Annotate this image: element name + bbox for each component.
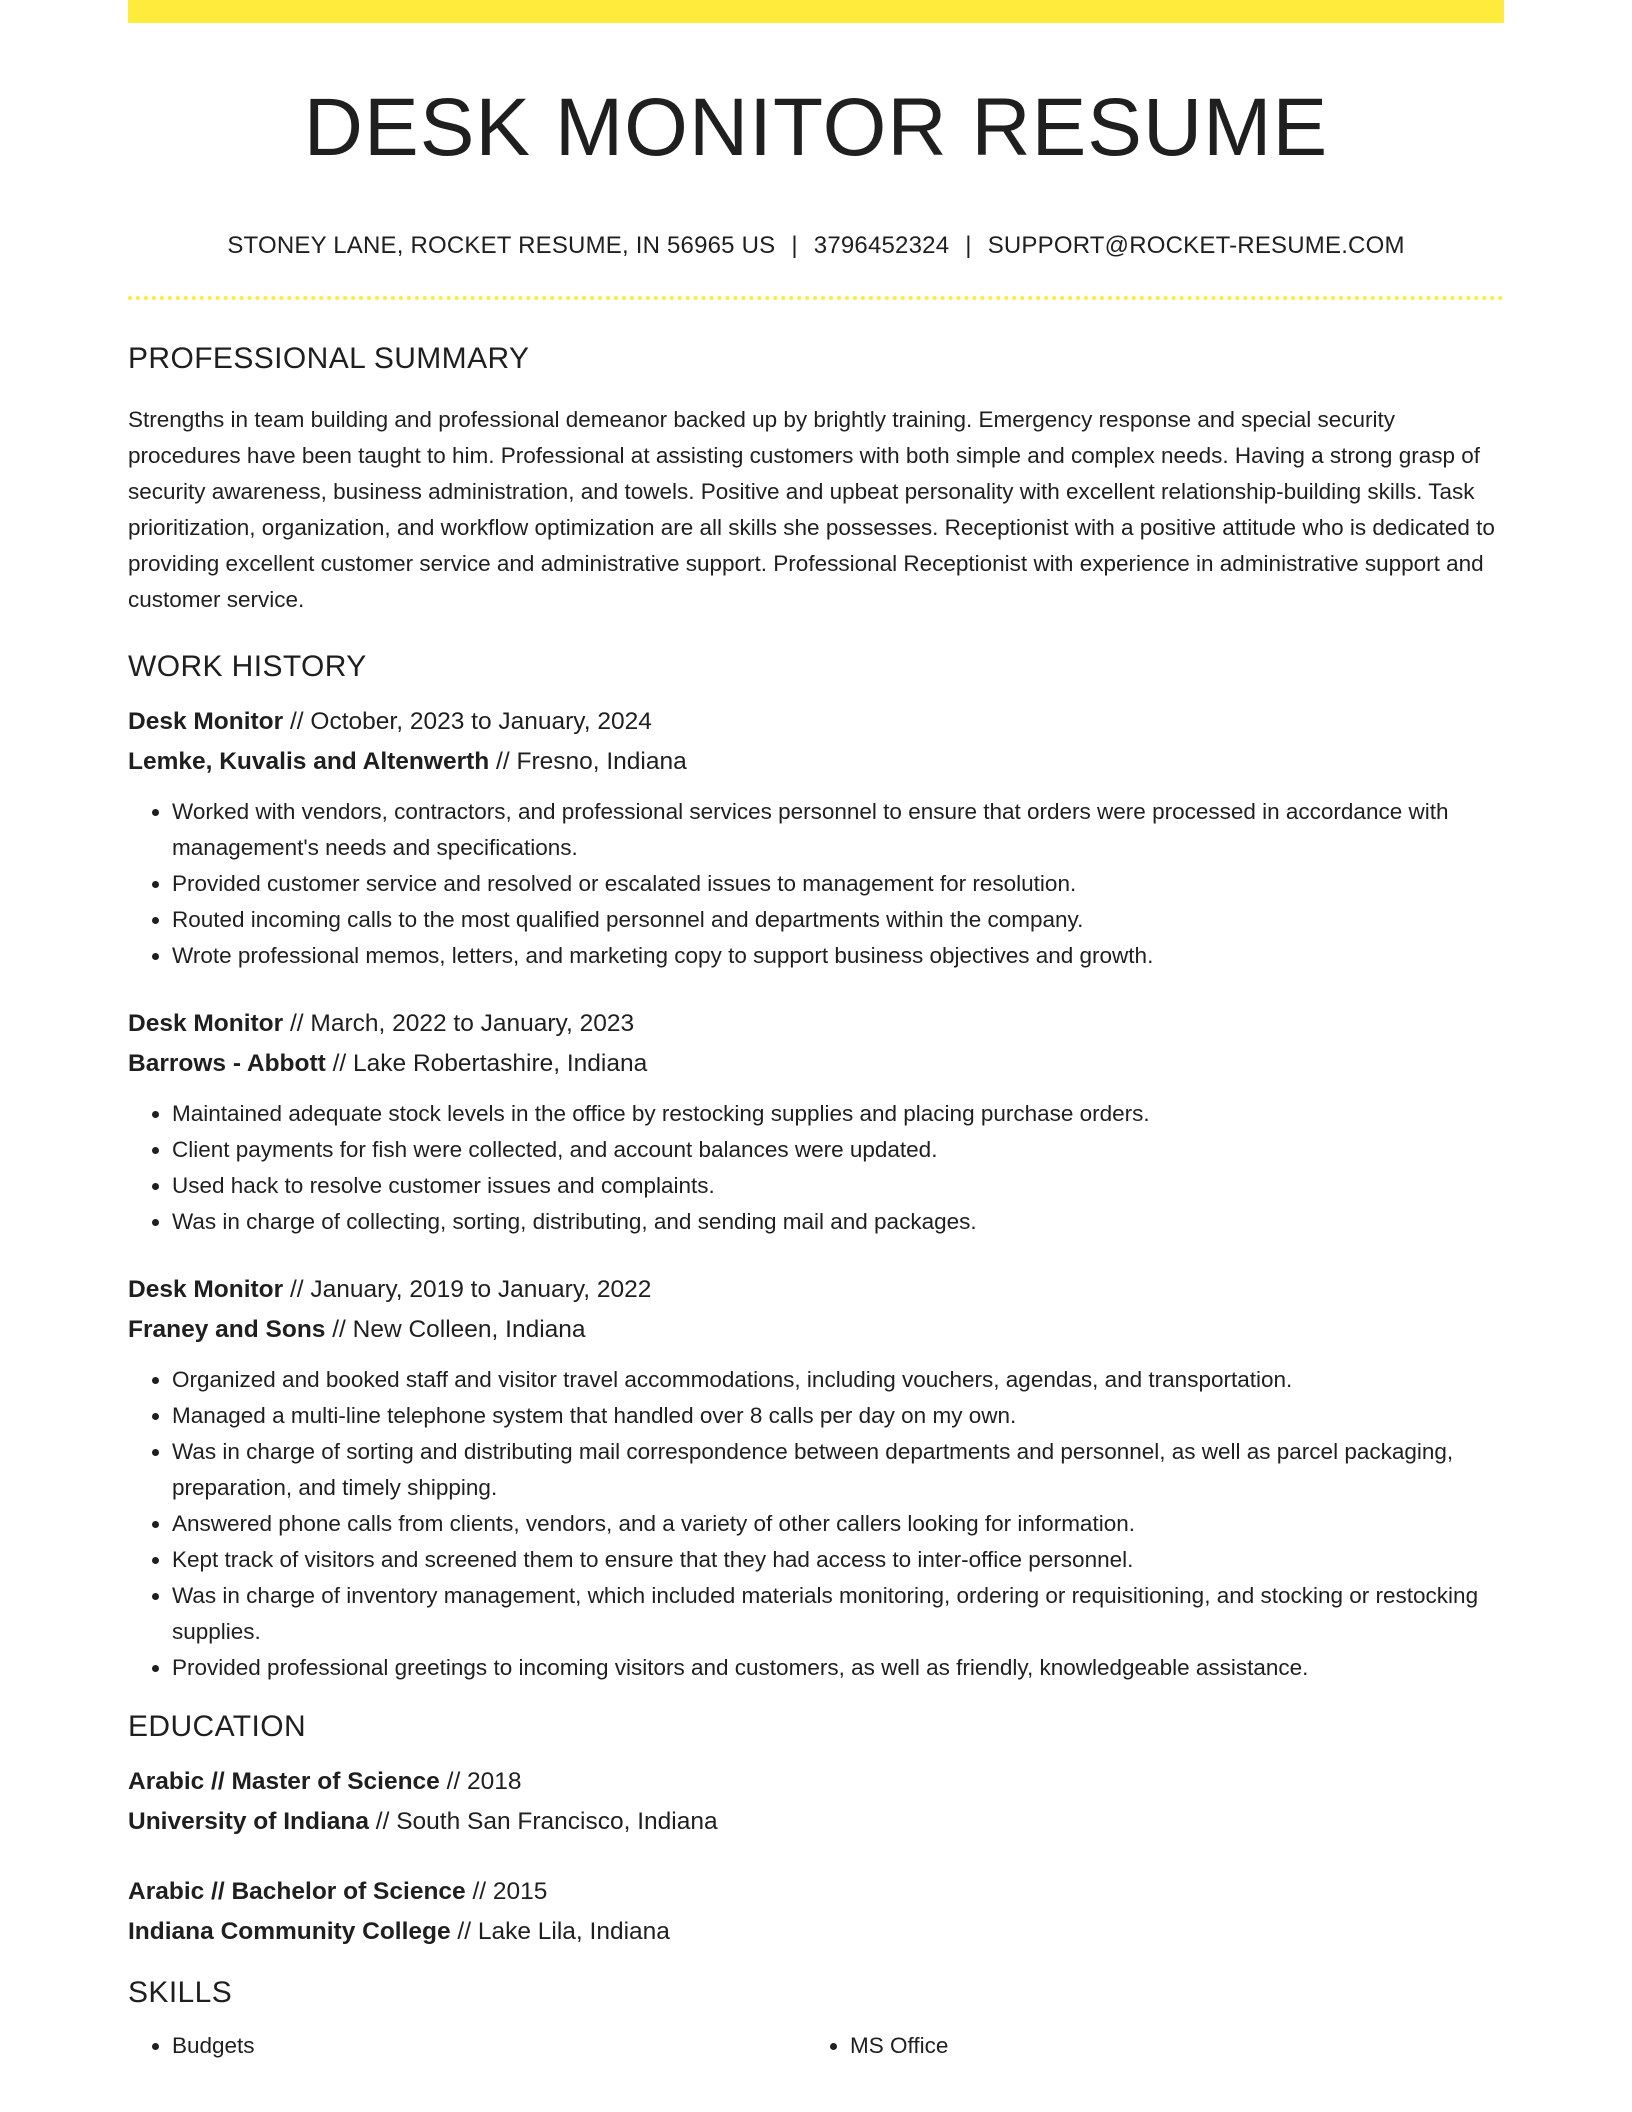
top-accent-bar (128, 0, 1504, 23)
header-divider (128, 296, 1504, 300)
skills-list (128, 2028, 806, 2064)
job-company-line (128, 1044, 1504, 1084)
degree-year: // 2018 (439, 1768, 522, 1795)
list-item: • Managed a multi-line telephone system that handled over 8 calls per day on my own. (172, 1398, 1504, 1434)
job-company: Barrows - Abbott (128, 1050, 326, 1077)
contact-phone: 3796452324 (813, 232, 950, 259)
skills-column-right (806, 2028, 1484, 2064)
job-company-line (128, 742, 1504, 782)
job-location: // New Colleen, Indiana (325, 1316, 586, 1343)
list-item: • Maintained adequate stock levels in the office by restocking supplies and placing purchase orders. (172, 1096, 1504, 1132)
list-item: • Provided customer service and resolved or escalated issues to management for resolution. (172, 866, 1504, 902)
contact-separator: | (965, 232, 972, 259)
job-bullets (128, 794, 1504, 974)
work-history-heading: WORK HISTORY (128, 650, 367, 683)
job-title: Desk Monitor (128, 1010, 284, 1037)
job-entry (128, 702, 1504, 974)
list-item: • Worked with vendors, contractors, and professional services personnel to ensure that orders were processed in accordance with management's needs and specifications. (172, 794, 1504, 866)
skills-heading: SKILLS (128, 1976, 233, 2009)
skill-item: • MS Office (850, 2028, 1484, 2064)
contact-email: SUPPORT@ROCKET-RESUME.COM (987, 232, 1405, 259)
degree-year: // 2015 (465, 1878, 548, 1905)
contact-address: STONEY LANE, ROCKET RESUME, IN 56965 US (227, 232, 776, 259)
degree-line (128, 1762, 1504, 1802)
education-entry (128, 1872, 1504, 1952)
list-item: • Answered phone calls from clients, vendors, and a variety of other callers looking for information. (172, 1506, 1504, 1542)
degree: Arabic // Bachelor of Science (128, 1878, 466, 1905)
education-entry (128, 1762, 1504, 1842)
job-dates: // January, 2019 to January, 2022 (283, 1276, 652, 1303)
list-item: • Organized and booked staff and visitor travel accommodations, including vouchers, agendas, and transportation. (172, 1362, 1504, 1398)
job-company-line (128, 1310, 1504, 1350)
job-company: Franey and Sons (128, 1316, 326, 1343)
school-location: // Lake Lila, Indiana (450, 1918, 670, 1945)
job-title: Desk Monitor (128, 1276, 284, 1303)
list-item: • Client payments for fish were collected, and account balances were updated. (172, 1132, 1504, 1168)
list-item: • Used hack to resolve customer issues and complaints. (172, 1168, 1504, 1204)
skills-grid (128, 2028, 1504, 2064)
job-title-line (128, 1004, 1504, 1044)
job-dates: // October, 2023 to January, 2024 (283, 708, 652, 735)
school: University of Indiana (128, 1808, 369, 1835)
list-item: • Provided professional greetings to incoming visitors and customers, as well as friendly, knowledgeable assistance. (172, 1650, 1504, 1686)
list-item: • Was in charge of inventory management, which included materials monitoring, ordering or requisitioning, and stocking or restocking supplies. (172, 1578, 1504, 1650)
job-bullets (128, 1096, 1504, 1240)
degree-line (128, 1872, 1504, 1912)
job-title-line (128, 1270, 1504, 1310)
school-line (128, 1802, 1504, 1842)
job-bullets (128, 1362, 1504, 1686)
degree: Arabic // Master of Science (128, 1768, 440, 1795)
job-location: // Lake Robertashire, Indiana (325, 1050, 648, 1077)
list-item: • Was in charge of collecting, sorting, distributing, and sending mail and packages. (172, 1204, 1504, 1240)
list-item: • Routed incoming calls to the most qualified personnel and departments within the company. (172, 902, 1504, 938)
job-dates: // March, 2022 to January, 2023 (283, 1010, 635, 1037)
skill-item: • Budgets (172, 2028, 806, 2064)
job-title: Desk Monitor (128, 708, 284, 735)
list-item: • Was in charge of sorting and distributing mail correspondence between departments and personnel, as well as parcel packaging, preparation, and timely shipping. (172, 1434, 1504, 1506)
school: Indiana Community College (128, 1918, 451, 1945)
summary-text: Strengths in team building and professional demeanor backed up by brightly training. Emergency response and special security procedures have been taught to him. Professional at assisting customers with both simple and complex needs. Having a strong grasp of security awareness, business administration, and towels. Positive and upbeat personality with excellent relationship-building skills. Task prioritization, organization, and workflow optimization are all skills she possesses. Receptionist with a positive attitude who is dedicated to providing excellent customer service and administrative support. Professional Receptionist with experience in administrative support and customer service. (128, 407, 1495, 612)
resume-page (128, 0, 1504, 2064)
school-location: // South San Francisco, Indiana (368, 1808, 718, 1835)
job-title-line (128, 702, 1504, 742)
contact-separator: | (791, 232, 798, 259)
list-item: • Kept track of visitors and screened them to ensure that they had access to inter-office personnel. (172, 1542, 1504, 1578)
job-location: // Fresno, Indiana (489, 748, 687, 775)
contact-line (128, 232, 1504, 260)
resume-title: DESK MONITOR RESUME (303, 82, 1329, 173)
job-entry (128, 1270, 1504, 1686)
education-heading: EDUCATION (128, 1710, 307, 1743)
list-item: • Wrote professional memos, letters, and marketing copy to support business objectives and growth. (172, 938, 1504, 974)
skills-list (806, 2028, 1484, 2064)
skills-column-left (128, 2028, 806, 2064)
summary-heading: PROFESSIONAL SUMMARY (128, 342, 530, 375)
job-company: Lemke, Kuvalis and Altenwerth (128, 748, 490, 775)
job-entry (128, 1004, 1504, 1240)
school-line (128, 1912, 1504, 1952)
